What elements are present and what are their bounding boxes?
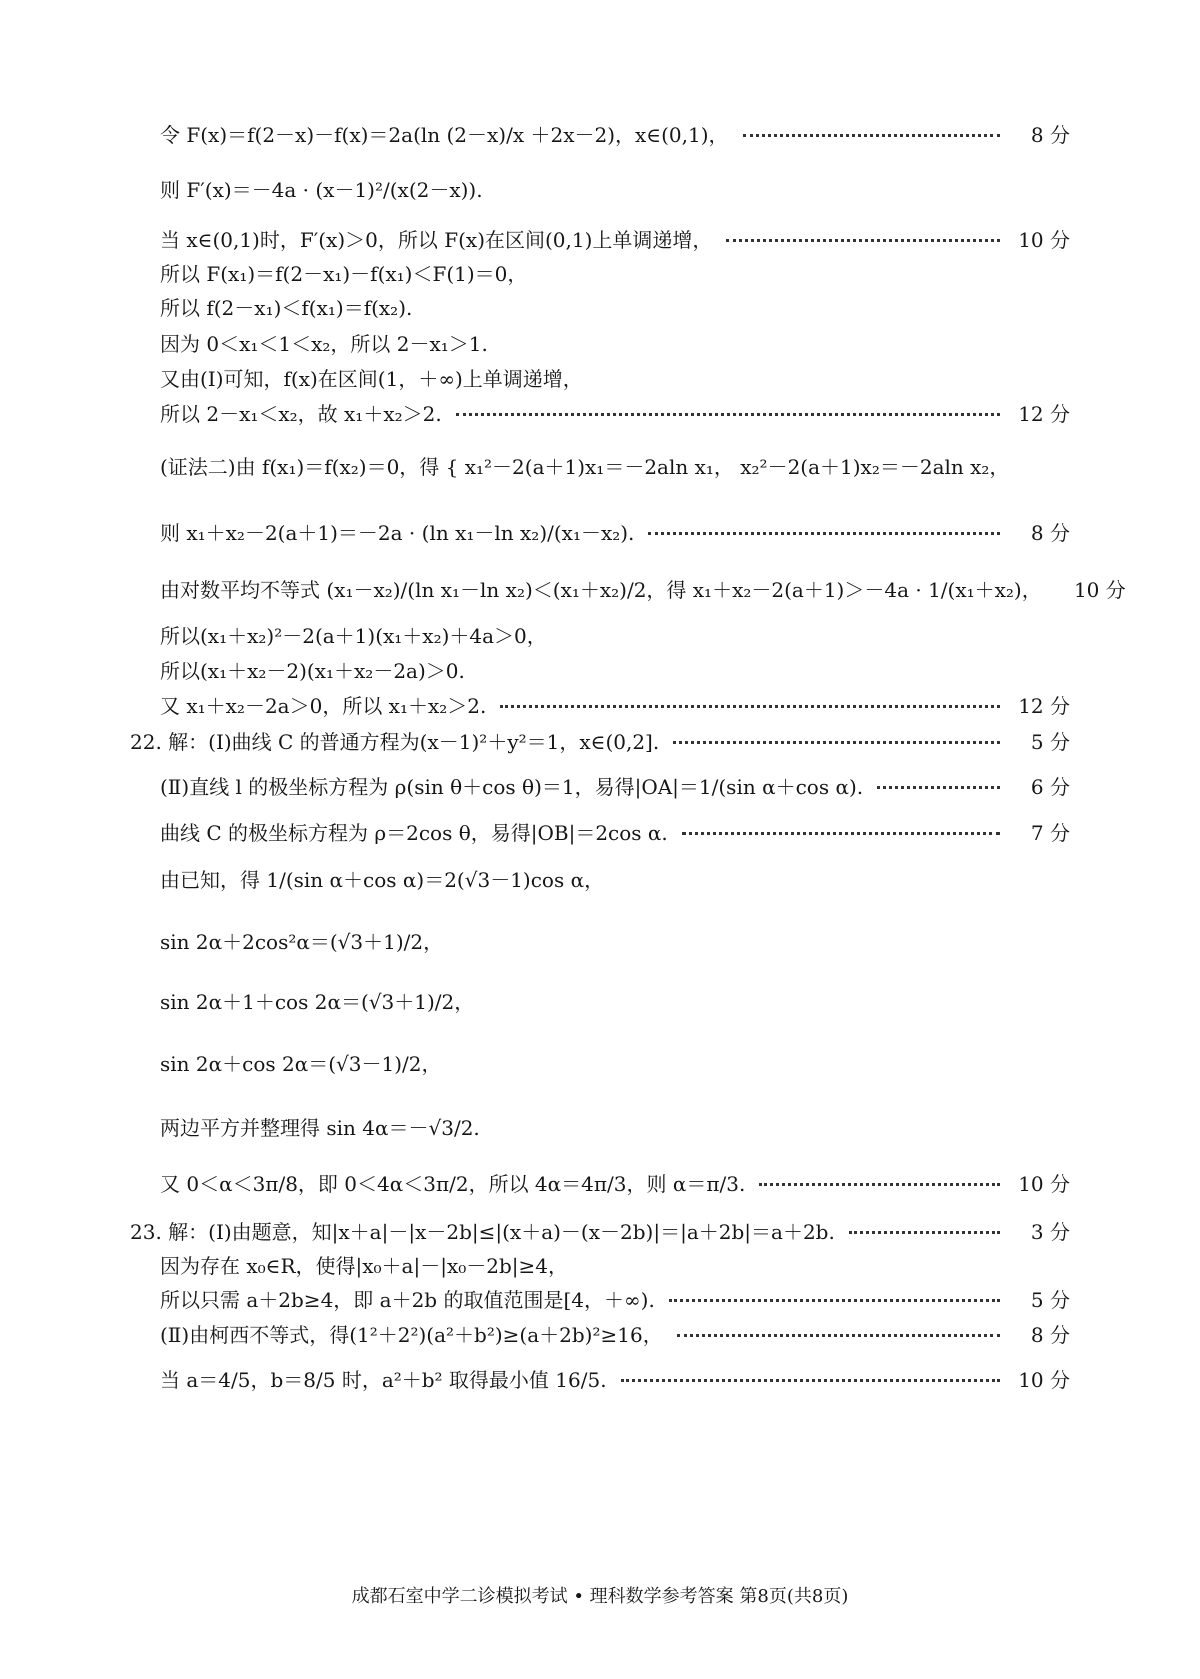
formula-text: 由已知，得 1/(sin α＋cos α)＝2(√3－1)cos α，: [160, 867, 605, 892]
dot-leader: [849, 1231, 1000, 1234]
formula-text: 两边平方并整理得 sin 4α＝－√3/2.: [160, 1115, 480, 1140]
formula-text: 又 x₁＋x₂－2a＞0，所以 x₁＋x₂＞2.: [160, 693, 487, 718]
page-footer: 成都石室中学二诊模拟考试 • 理科数学参考答案 第8页(共8页): [351, 1586, 849, 1607]
formula-text: (证法二)由 f(x₁)＝f(x₂)＝0，得 { x₁²－2(a＋1)x₁＝－2aln x₁， x₂²－2(a＋1)x₂＝－2aln x₂，: [160, 454, 1010, 479]
formula-text: 因为存在 x₀∈R，使得|x₀＋a|－|x₀－2b|≥4，: [160, 1253, 568, 1278]
score-label: 12 分: [1018, 401, 1070, 426]
formula-text: 当 a＝4/5，b＝8/5 时，a²＋b² 取得最小值 16/5.: [160, 1367, 607, 1392]
formula-text: 则 F′(x)＝－4a · (x－1)²/(x(2－x)).: [160, 177, 483, 202]
solution-line: [160, 449, 1070, 481]
formula-text: sin 2α＋cos 2α＝(√3－1)/2，: [160, 1051, 442, 1076]
formula-text: 当 x∈(0,1)时，F′(x)＞0，所以 F(x)在区间(0,1)上单调递增，: [160, 227, 713, 252]
solution-line: [160, 862, 1070, 894]
solution-line: [160, 256, 1070, 288]
formula-text: sin 2α＋2cos²α＝(√3＋1)/2，: [160, 929, 444, 954]
score-label: 3 分: [1030, 1219, 1070, 1244]
solution-line: [160, 769, 1070, 801]
formula-text: 曲线 C 的极坐标方程为 ρ＝2cos θ，易得|OB|＝2cos α.: [160, 820, 668, 845]
formula-text: 由对数平均不等式 (x₁－x₂)/(ln x₁－ln x₂)＜(x₁＋x₂)/2，得 x₁＋x₂－2(a＋1)＞－4a · 1/(x₁＋x₂)，: [160, 577, 1042, 602]
solution-line: [160, 1317, 1070, 1349]
solution-line: [160, 172, 1070, 204]
score-label: 8 分: [1030, 122, 1070, 147]
solution-line: [160, 653, 1070, 685]
solution-line: [160, 924, 1070, 956]
solution-line: [160, 688, 1070, 720]
dot-leader: [648, 532, 1000, 535]
score-label: 10 分: [1018, 1367, 1070, 1392]
dot-leader: [682, 832, 1000, 835]
solution-line: [160, 984, 1070, 1016]
formula-text: 又 0＜α＜3π/8，即 0＜4α＜3π/2，所以 4α＝4π/3，则 α＝π/3.: [160, 1171, 746, 1196]
score-label: 10 分: [1018, 227, 1070, 252]
solution-line: [160, 572, 1126, 604]
score-label: 12 分: [1018, 693, 1070, 718]
dot-leader: [456, 413, 1000, 416]
dot-leader: [877, 786, 1000, 789]
formula-text: (Ⅱ)直线 l 的极坐标方程为 ρ(sin θ＋cos θ)＝1，易得|OA|＝1/(sin α＋cos α).: [160, 774, 864, 799]
solution-line: [160, 326, 1070, 358]
solution-line: [160, 618, 1070, 650]
formula-text: 所以(x₁＋x₂－2)(x₁＋x₂－2a)＞0.: [160, 658, 465, 683]
solution-line: [160, 1166, 1070, 1198]
formula-text: 又由(Ⅰ)可知，f(x)在区间(1，＋∞)上单调递增，: [160, 366, 583, 391]
solution-line: [160, 290, 1070, 322]
solution-line: [160, 815, 1070, 847]
dot-leader: [500, 705, 1000, 708]
formula-text: 因为 0＜x₁＜1＜x₂，所以 2－x₁＞1.: [160, 331, 488, 356]
score-label: 8 分: [1030, 520, 1070, 545]
dot-leader: [743, 134, 1000, 137]
score-label: 10 分: [1073, 577, 1126, 602]
formula-text: 23. 解：(Ⅰ)由题意，知|x＋a|－|x－2b|≤|(x＋a)－(x－2b)|＝|a＋2b|＝a＋2b.: [130, 1219, 835, 1244]
formula-text: 则 x₁＋x₂－2(a＋1)＝－2a · (ln x₁－ln x₂)/(x₁－x₂).: [160, 520, 635, 545]
formula-text: 令 F(x)＝f(2－x)－f(x)＝2a(ln (2－x)/x ＋2x－2)，x∈(0,1)，: [160, 122, 729, 147]
score-label: 8 分: [1030, 1322, 1070, 1347]
formula-text: (Ⅱ)由柯西不等式，得(1²＋2²)(a²＋b²)≥(a＋2b)²≥16，: [160, 1322, 663, 1347]
solution-line: [160, 1046, 1070, 1078]
dot-leader: [677, 1334, 1000, 1337]
score-label: 5 分: [1030, 729, 1070, 754]
formula-text: 所以 f(2－x₁)＜f(x₁)＝f(x₂).: [160, 295, 413, 320]
score-label: 6 分: [1030, 774, 1070, 799]
formula-text: 所以 2－x₁＜x₂，故 x₁＋x₂＞2.: [160, 401, 442, 426]
score-label: 10 分: [1018, 1171, 1070, 1196]
solution-line: [160, 361, 1070, 393]
formula-text: 所以 F(x₁)＝f(2－x₁)－f(x₁)＜F(1)＝0，: [160, 261, 528, 286]
score-label: 7 分: [1030, 820, 1070, 845]
solution-line: [160, 117, 1070, 149]
score-label: 5 分: [1030, 1287, 1070, 1312]
solution-line: [130, 1214, 1070, 1246]
solution-line: [160, 1282, 1070, 1314]
formula-text: 所以只需 a＋2b≥4，即 a＋2b 的取值范围是[4，＋∞).: [160, 1287, 655, 1312]
dot-leader: [621, 1379, 1000, 1382]
solution-line: [160, 1248, 1070, 1280]
formula-text: 22. 解：(Ⅰ)曲线 C 的普通方程为(x－1)²＋y²＝1，x∈(0,2].: [130, 729, 660, 754]
solution-line: [130, 724, 1070, 756]
formula-text: sin 2α＋1＋cos 2α＝(√3＋1)/2，: [160, 989, 475, 1014]
solution-line: [160, 515, 1070, 547]
solution-line: [160, 396, 1070, 428]
dot-leader: [759, 1183, 1000, 1186]
solution-line: [160, 1362, 1070, 1394]
dot-leader: [673, 741, 1000, 744]
dot-leader: [726, 239, 1000, 242]
solution-line: [160, 222, 1070, 254]
solution-line: [160, 1110, 1070, 1142]
formula-text: 所以(x₁＋x₂)²－2(a＋1)(x₁＋x₂)＋4a＞0，: [160, 623, 547, 648]
dot-leader: [669, 1299, 1000, 1302]
